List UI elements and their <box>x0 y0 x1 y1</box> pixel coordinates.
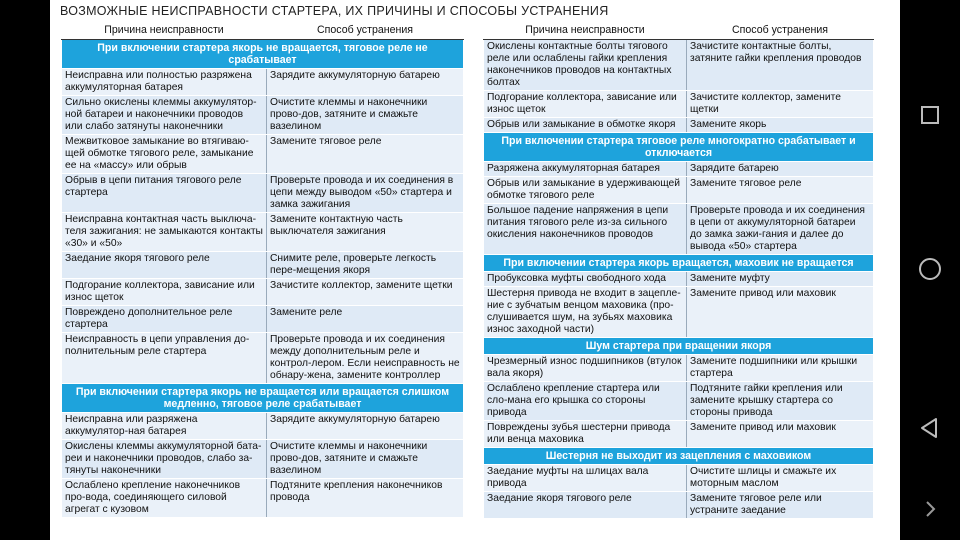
cause-cell: Окислены контактные болты тягового реле или ослаблены гайки крепления наконечников проводов на контактных болтах <box>484 40 687 91</box>
navigation-bar <box>900 0 960 540</box>
remedy-cell: Замените муфту <box>687 272 874 287</box>
circle-icon[interactable] <box>914 253 946 285</box>
remedy-header: Способ устранения <box>267 23 464 40</box>
remedy-cell: Замените подшипники или крышки стартера <box>687 355 874 382</box>
section-header-row <box>484 133 874 162</box>
table-row <box>62 306 464 333</box>
triangle-back-icon[interactable] <box>914 412 946 444</box>
cause-cell: Ослаблено крепление стартера или сло-мана его крышка со стороны привода <box>484 382 687 421</box>
table-row <box>62 413 464 440</box>
cause-cell: Повреждено дополнительное реле стартера <box>62 306 267 333</box>
section-title: При включении стартера якорь не вращается, тяговое реле не срабатывает <box>62 40 464 69</box>
table-row <box>62 174 464 213</box>
table-row <box>484 421 874 448</box>
remedy-cell: Зарядите аккумуляторную батарею <box>267 413 464 440</box>
table-row <box>484 40 874 91</box>
remedy-cell: Очистите шлицы и смажьте их моторным маслом <box>687 465 874 492</box>
remedy-cell: Проверьте провода и их соединения в цепи между выводом «50» стартера и замка зажигания <box>267 174 464 213</box>
cause-header: Причина неисправности <box>484 23 687 40</box>
remedy-cell: Замените якорь <box>687 118 874 133</box>
remedy-cell: Замените тяговое реле <box>687 177 874 204</box>
remedy-cell: Замените тяговое реле <box>267 135 464 174</box>
cause-cell: Шестерня привода не входит в зацепле-ние с зубчатым венцом маховика (про-слушивается шум, на зубьях маховика износ заходной части) <box>484 287 687 338</box>
table-header <box>484 23 874 40</box>
section-title: При включении стартера якорь не вращается или вращается слишком медленно, тяговое реле срабатывает <box>62 384 464 413</box>
table-header <box>62 23 464 40</box>
remedy-header: Способ устранения <box>687 23 874 40</box>
section-header-row <box>62 40 464 69</box>
table-row <box>484 287 874 338</box>
cause-cell: Неисправна или разряжена аккумулятор-ная батарея <box>62 413 267 440</box>
cause-cell: Окислены клеммы аккумуляторной бата-реи и наконечники проводов, слабо за-тянуты наконечники <box>62 440 267 479</box>
section-title: Шестерня не выходит из зацепления с маховиком <box>484 448 874 465</box>
cause-cell: Межвитковое замыкание во втягиваю-щей обмотке тягового реле, замыкание ее на «массу» или обрыв <box>62 135 267 174</box>
cause-cell: Ослаблено крепление наконечников про-вода, соединяющего силовой агрегат с кузовом <box>62 479 267 518</box>
cause-cell: Подгорание коллектора, зависание или износ щеток <box>484 91 687 118</box>
page-title: ВОЗМОЖНЫЕ НЕИСПРАВНОСТИ СТАРТЕРА, ИХ ПРИЧИНЫ И СПОСОБЫ УСТРАНЕНИЯ <box>60 4 609 18</box>
remedy-cell: Замените привод или маховик <box>687 287 874 338</box>
right-table <box>483 22 874 519</box>
cause-cell: Подгорание коллектора, зависание или износ щеток <box>62 279 267 306</box>
remedy-cell: Замените контактную часть выключателя зажигания <box>267 213 464 252</box>
table-row <box>484 162 874 177</box>
table-row <box>62 479 464 518</box>
cause-cell: Большое падение напряжения в цепи питания тягового реле из-за сильного окисления наконечников проводов <box>484 204 687 255</box>
remedy-cell: Очистите клеммы и наконечники прово-дов, затяните и смажьте вазелином <box>267 440 464 479</box>
section-title: При включении стартера тяговое реле многократно срабатывает и отключается <box>484 133 874 162</box>
table-row <box>62 279 464 306</box>
cause-cell: Неисправность в цепи управления до-полнительным реле стартера <box>62 333 267 384</box>
chevron-right-icon[interactable] <box>914 493 946 525</box>
document-page <box>50 0 900 540</box>
remedy-cell: Замените реле <box>267 306 464 333</box>
remedy-cell: Подтяните гайки крепления или замените крышку стартера со стороны привода <box>687 382 874 421</box>
table-row <box>484 382 874 421</box>
table-row <box>484 492 874 519</box>
remedy-cell: Подтяните крепления наконечников провода <box>267 479 464 518</box>
section-header-row <box>484 448 874 465</box>
section-title: Шум стартера при вращении якоря <box>484 338 874 355</box>
table-row <box>484 204 874 255</box>
remedy-cell: Замените привод или маховик <box>687 421 874 448</box>
cause-cell: Неисправна или полностью разряжена аккумуляторная батарея <box>62 69 267 96</box>
cause-cell: Пробуксовка муфты свободного хода <box>484 272 687 287</box>
table-row <box>62 333 464 384</box>
cause-cell: Разряжена аккумуляторная батарея <box>484 162 687 177</box>
remedy-cell: Зачистите контактные болты, затяните гайки крепления проводов <box>687 40 874 91</box>
section-title: При включении стартера якорь вращается, маховик не вращается <box>484 255 874 272</box>
remedy-cell: Очистите клеммы и наконечники прово-дов, затяните и смажьте вазелином <box>267 96 464 135</box>
table-row <box>484 91 874 118</box>
table-row <box>484 118 874 133</box>
remedy-cell: Зарядите аккумуляторную батарею <box>267 69 464 96</box>
cause-cell: Чрезмерный износ подшипников (втулок вала якоря) <box>484 355 687 382</box>
cause-cell: Заедание якоря тягового реле <box>484 492 687 519</box>
table-row <box>484 465 874 492</box>
cause-cell: Сильно окислены клеммы аккумулятор-ной батареи и наконечники проводов или слабо затянуты наконечники <box>62 96 267 135</box>
remedy-cell: Зачистите коллектор, замените щетки <box>687 91 874 118</box>
remedy-cell: Зарядите батарею <box>687 162 874 177</box>
remedy-cell: Проверьте провода и их соединения между дополнительным реле и контрол-лером. Если неисправность не обнару-жена, замените контроллер <box>267 333 464 384</box>
section-header-row <box>484 255 874 272</box>
remedy-cell: Снимите реле, проверьте легкость пере-мещения якоря <box>267 252 464 279</box>
section-header-row <box>62 384 464 413</box>
table-row <box>62 213 464 252</box>
cause-cell: Заедание муфты на шлицах вала привода <box>484 465 687 492</box>
cause-cell: Заедание якоря тягового реле <box>62 252 267 279</box>
table-row <box>62 135 464 174</box>
remedy-cell: Замените тяговое реле или устраните заедание <box>687 492 874 519</box>
table-row <box>484 177 874 204</box>
remedy-cell: Зачистите коллектор, замените щетки <box>267 279 464 306</box>
left-table <box>61 22 464 518</box>
table-row <box>484 272 874 287</box>
remedy-cell: Проверьте провода и их соединения в цепи от аккумуляторной батареи до замка зажи-гания и далее до вывода «50» стартера <box>687 204 874 255</box>
table-row <box>62 69 464 96</box>
cause-cell: Повреждены зубья шестерни привода или венца маховика <box>484 421 687 448</box>
cause-header: Причина неисправности <box>62 23 267 40</box>
table-row <box>62 440 464 479</box>
table-row <box>62 96 464 135</box>
square-icon[interactable] <box>914 99 946 131</box>
cause-cell: Неисправна контактная часть выключа-теля зажигания: не замыкаются контакты «30» и «50» <box>62 213 267 252</box>
cause-cell: Обрыв или замыкание в удерживающей обмотке тягового реле <box>484 177 687 204</box>
table-row <box>62 252 464 279</box>
table-row <box>484 355 874 382</box>
cause-cell: Обрыв или замыкание в обмотке якоря <box>484 118 687 133</box>
cause-cell: Обрыв в цепи питания тягового реле стартера <box>62 174 267 213</box>
section-header-row <box>484 338 874 355</box>
